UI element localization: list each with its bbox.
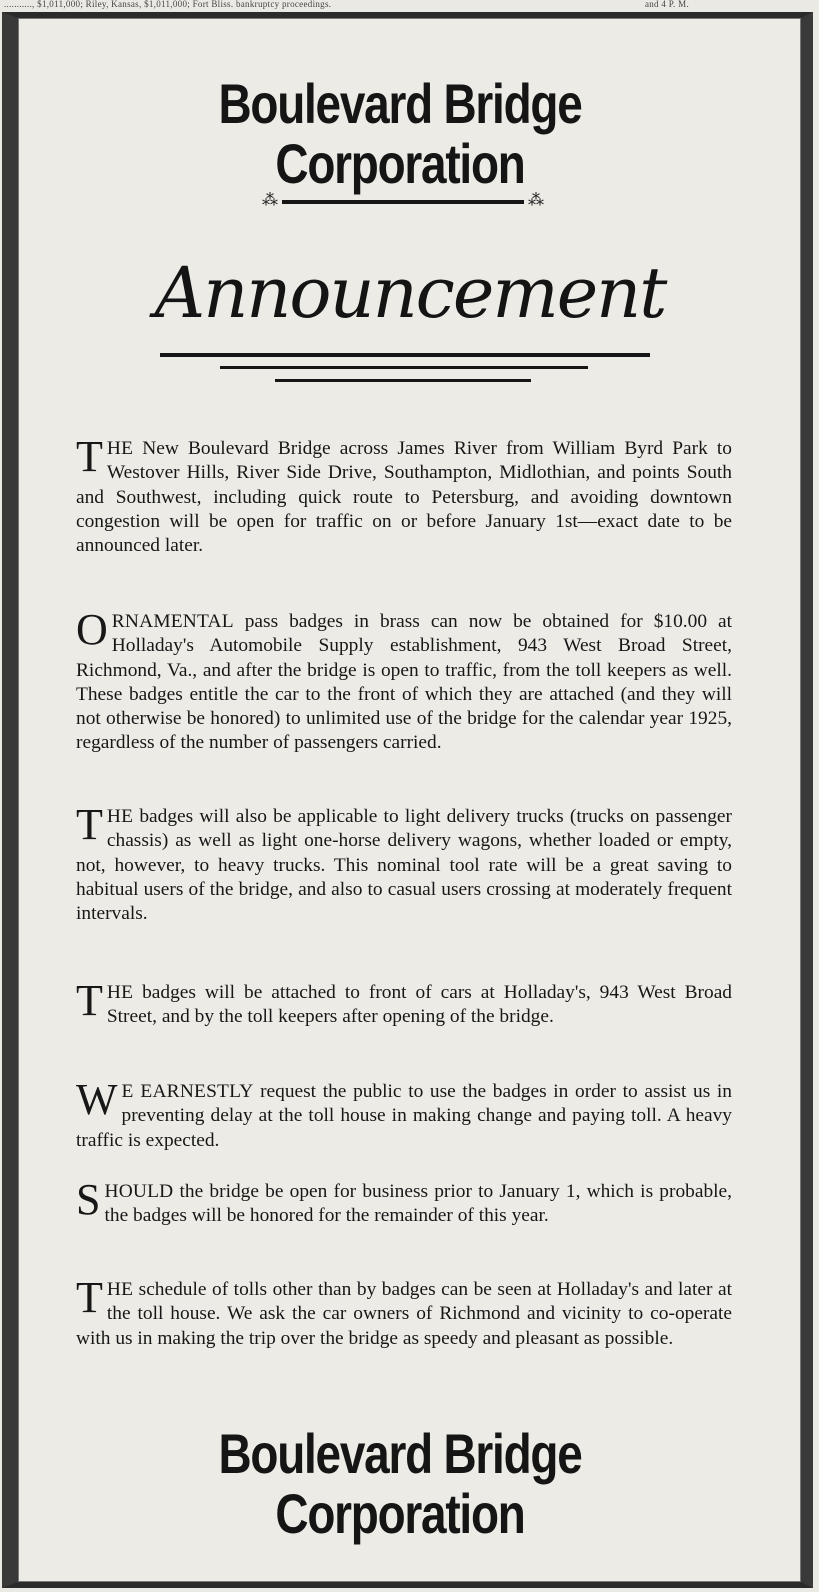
drop-cap: T bbox=[76, 432, 103, 481]
paragraph-body: badges will be attached to front of cars at Holladay's, 943 West Broad Street, and by the toll keepers after opening of the bridge. bbox=[106, 982, 732, 1028]
ornament-right-icon: ⁂ bbox=[528, 190, 544, 209]
drop-cap: W bbox=[76, 1075, 118, 1124]
paragraph-opening-date bbox=[76, 1175, 732, 1229]
paragraph-lead: HOULD bbox=[104, 1181, 174, 1202]
paragraph-body: pass badges in brass can now be obtained for $10.00 at Holladay's Automobile Supply establishment, 943 West Broad Street, Richmond, Va., and after the bridge is open to traffic, from the toll keepers as well. These badges entitle the car to the front of which they are attached (and they will not otherwise be honored) to unlimited use of the bridge for the calendar year 1925, regardless of the number of passengers carried. bbox=[76, 611, 732, 754]
masthead-right-text: and 4 P. M. bbox=[644, 0, 689, 9]
paragraph-lead: HE bbox=[106, 1279, 134, 1300]
paragraph-attachment bbox=[76, 976, 732, 1030]
drop-cap: O bbox=[76, 605, 108, 654]
headline-rule-2 bbox=[220, 366, 588, 369]
paragraph-lead: E EARNESTLY bbox=[121, 1081, 254, 1102]
drop-cap: T bbox=[76, 1273, 103, 1322]
paragraph-lead: HE bbox=[106, 806, 134, 827]
paragraph-lead: RNAMENTAL bbox=[111, 611, 234, 632]
paragraph-body: New Boulevard Bridge across James River from William Byrd Park to Westover Hills, River Side Drive, Southampton, Midlothian, and points South and Southwest, including quick route to Petersburg, and avoiding downtown congestion will be open for traffic on or before January 1st—exact date to be announced later. bbox=[76, 438, 732, 557]
ornament-left-icon: ⁂ bbox=[262, 190, 278, 209]
paragraph-request bbox=[76, 1075, 732, 1153]
paragraph-trucks bbox=[76, 800, 732, 926]
paragraph-body: request the public to use the badges in order to assist us in preventing delay at the toll house in making change and paying toll. A heavy traffic is expected. bbox=[76, 1081, 732, 1151]
paragraph-lead: HE bbox=[106, 982, 134, 1003]
masthead-left-text: ..........., $1,011,000; Riley, Kansas, $1,011,000; Fort Bliss. bankruptcy proceedings. bbox=[4, 0, 332, 9]
paragraph-opening bbox=[76, 432, 732, 558]
paragraph-badges bbox=[76, 605, 732, 756]
paragraph-tolls bbox=[76, 1273, 732, 1351]
drop-cap: T bbox=[76, 976, 103, 1025]
ornament-divider bbox=[262, 190, 544, 209]
drop-cap: T bbox=[76, 800, 103, 849]
paragraph-body: the bridge be open for business prior to January 1, which is probable, the badges will be honored for the remainder of this year. bbox=[104, 1181, 732, 1227]
company-name-footer: Boulevard Bridge Corporation bbox=[218, 1422, 582, 1545]
paragraph-lead: HE bbox=[106, 438, 134, 459]
paragraph-body: schedule of tolls other than by badges can be seen at Holladay's and later at the toll house. We ask the car owners of Richmond and vicinity to co-operate with us in making the trip over the bridge as speedy and pleasant as possible. bbox=[76, 1279, 732, 1349]
paragraph-body: badges will also be applicable to light delivery trucks (trucks on passenger chassis) as well as light one-horse delivery wagons, whether loaded or empty, not, however, to heavy trucks. This nominal tool rate will be a great saving to habitual users of the bridge, and also to casual users crossing at moderately frequent intervals. bbox=[76, 806, 732, 925]
headline-rule-1 bbox=[160, 353, 650, 357]
drop-cap: S bbox=[76, 1175, 101, 1224]
company-name-header: Boulevard Bridge Corporation bbox=[218, 72, 582, 195]
headline-rule-3 bbox=[275, 379, 531, 382]
headline: Announcement bbox=[154, 252, 666, 334]
